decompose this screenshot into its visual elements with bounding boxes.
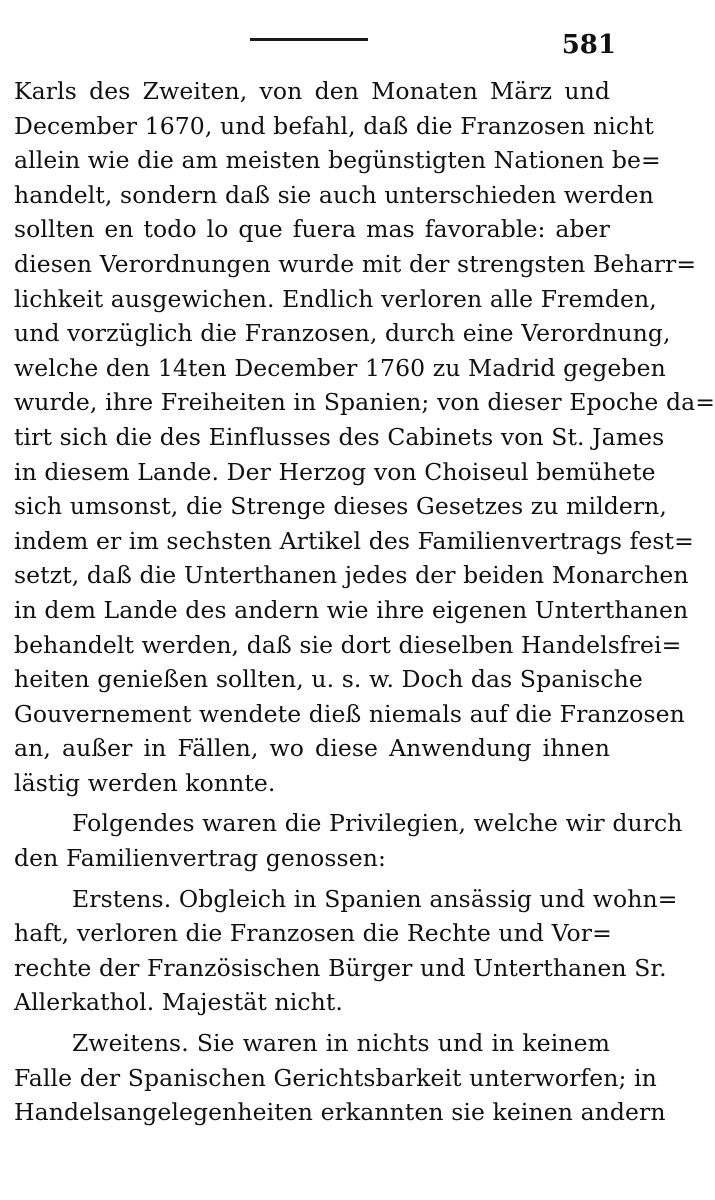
text-line: setzt, daß die Unterthanen jedes der beiden Monarchen [14,561,689,590]
text-line: Handelsangelegenheiten erkannten sie keinen andern [14,1098,666,1127]
text-line: wurde, ihre Freiheiten in Spanien; von dieser Epoche da= [14,388,715,417]
text-line: diesen Verordnungen wurde mit der strengsten Beharr= [14,249,697,278]
paragraph [14,806,683,875]
text-line: Zweitens. Sie waren in nichts und in keinem [72,1029,610,1058]
text-line: lichkeit ausgewichen. Endlich verloren alle Fremden, [14,284,657,313]
text-line: Folgendes waren die Privilegien, welche wir durch [72,809,683,838]
text-line: welche den 14ten December 1760 zu Madrid gegeben [14,353,666,382]
text-line: Falle der Spanischen Gerichtsbarkeit unterworfen; in [14,1063,657,1092]
text-line: indem er im sechsten Artikel des Familienvertrags fest= [14,526,694,555]
text-line: in diesem Lande. Der Herzog von Choiseul bemühete [14,457,656,486]
paragraph [14,74,715,800]
page-number: 581 [561,30,616,60]
text-line: haft, verloren die Franzosen die Rechte und Vor= [14,919,612,948]
text-line: Gouvernement wendete dieß niemals auf die Franzosen [14,699,685,728]
text-line: tirt sich die des Einflusses des Cabinets von St. James [14,422,665,451]
text-line: Karls des Zweiten, von den Monaten März und [14,77,610,105]
text-line: sich umsonst, die Strenge dieses Gesetzes zu mildern, [14,492,667,521]
text-line: lästig werden konnte. [14,768,276,797]
paragraph [14,1026,666,1130]
text-line: an, außer in Fällen, wo diese Anwendung ihnen [14,734,610,763]
text-line: Allerkathol. Majestät nicht. [14,988,343,1017]
text-line: behandelt werden, daß sie dort dieselben Handelsfrei= [14,630,682,659]
paragraph [14,882,678,1020]
text-line: allein wie die am meisten begünstigten Nationen be= [14,146,661,175]
body-text [14,74,715,1130]
text-line: heiten genießen sollten, u. s. w. Doch das Spanische [14,665,643,694]
header-rule [250,38,368,41]
text-line: handelt, sondern daß sie auch unterschieden werden [14,180,654,209]
text-line: December 1670, und befahl, daß die Franzosen nicht [14,111,654,140]
text-line: den Familienvertrag genossen: [14,844,386,873]
text-line: sollten en todo lo que fuera mas favorable: aber [14,215,610,244]
text-line: in dem Lande des andern wie ihre eigenen Unterthanen [14,595,689,624]
text-line: Erstens. Obgleich in Spanien ansässig und wohn= [72,884,678,913]
text-line: und vorzüglich die Franzosen, durch eine Verordnung, [14,319,671,348]
text-line: rechte der Französischen Bürger und Unterthanen Sr. [14,953,667,982]
